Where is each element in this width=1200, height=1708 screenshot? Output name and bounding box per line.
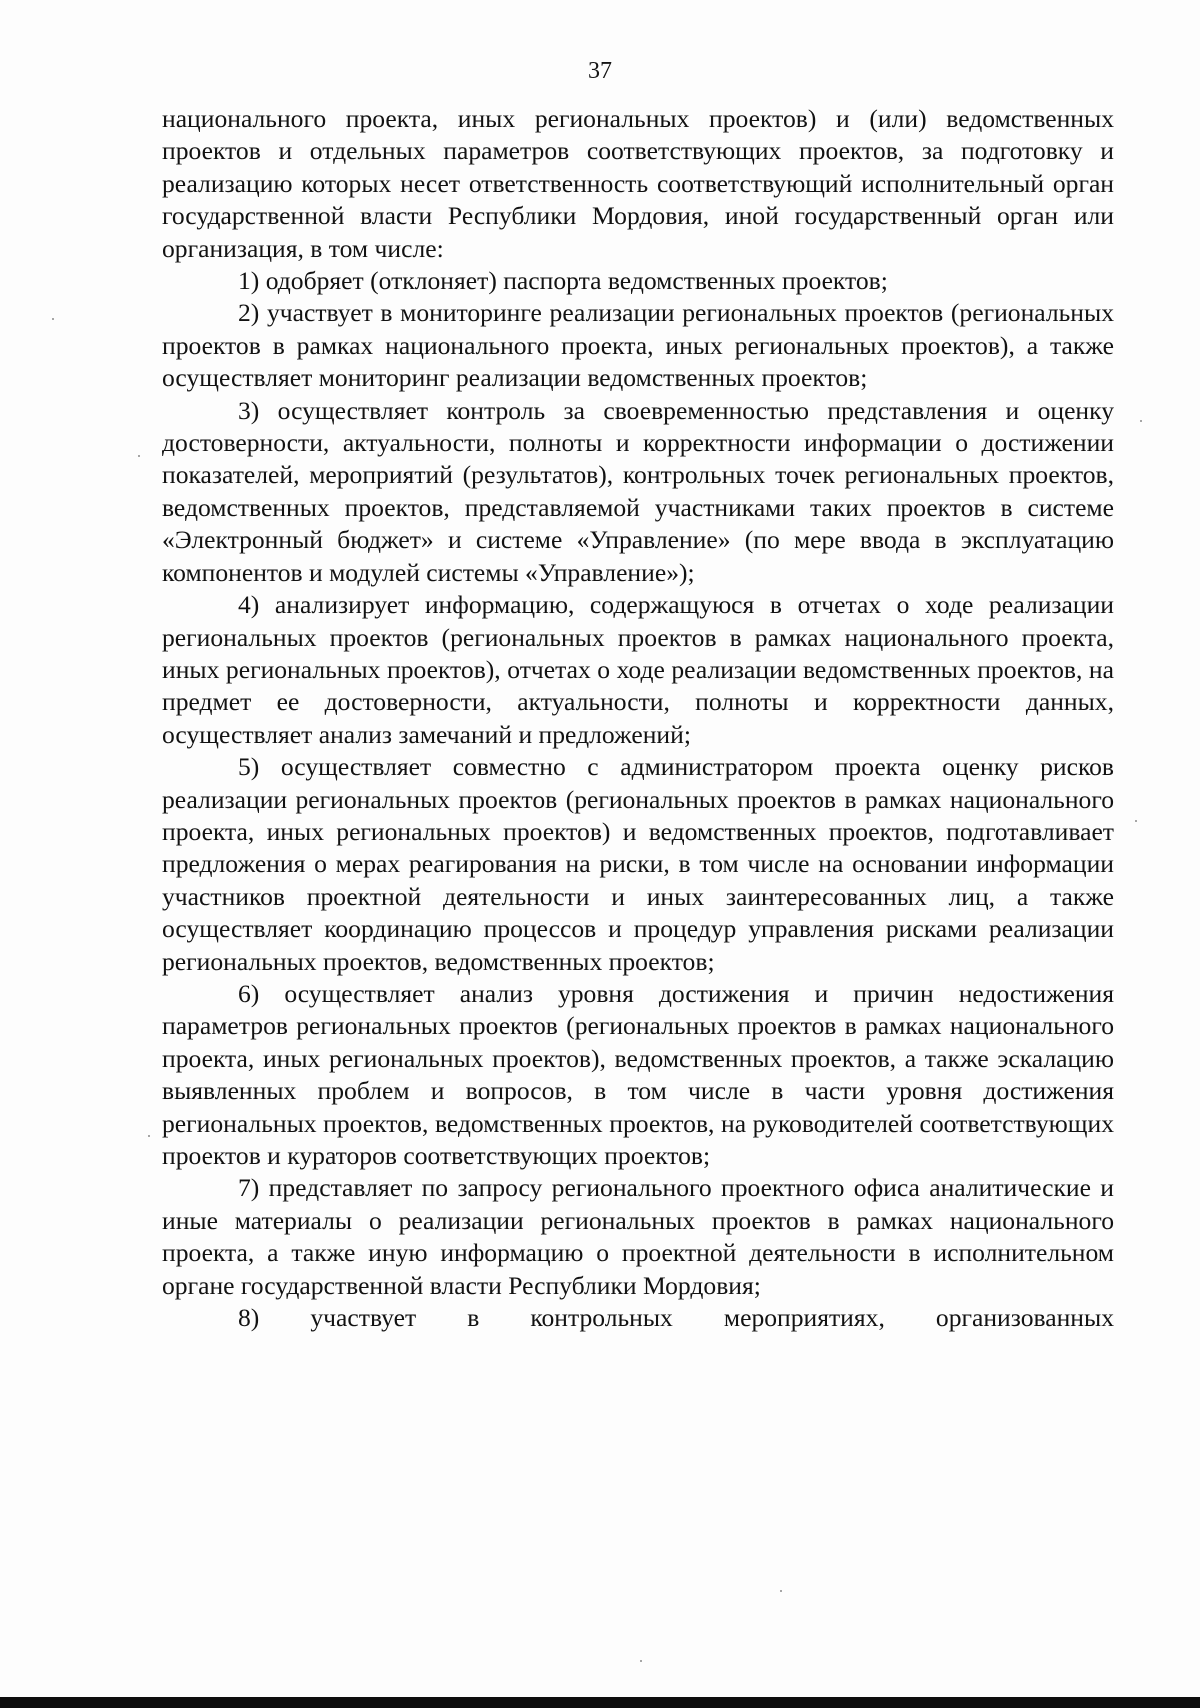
list-item-7: 7) представляет по запросу регионального проектного офиса аналитические и иные материалы о реализации региональных проектов в рамках национального проекта, а также иную информацию о проектной деятельности в исполнительном органе государственной власти Республики Мордовия; [162,1173,1114,1300]
list-item-6: 6) осуществляет анализ уровня достижения и причин недостижения параметров региональных проектов (региональных проектов в рамках национального проекта, иных региональных проектов), ведомственных проектов, а также эскалацию выявленных проблем и вопросов, в том числе в части уровня достижения региональных проектов, ведомственных проектов, на руководителей соответствующих проектов и кураторов соответствующих проектов; [162,978,1114,1170]
list-item-5: 5) осуществляет совместно с администратором проекта оценку рисков реализации региональных проектов (региональных проектов в рамках национального проекта, иных региональных проектов) и ведомственных проектов, подготавливает предложения о мерах реагирования на риски, в том числе на основании информации участников проектной деятельности и иных заинтересованных лиц, а также осуществляет координацию процессов и процедур управления рисками реализации региональных проектов, ведомственных проектов; [162,752,1114,976]
list-item-4: 4) анализирует информацию, содержащуюся в отчетах о ходе реализации региональных проектов (региональных проектов в рамках национального проекта, иных региональных проектов), отчетах о ходе реализации ведомственных проектов, на предмет ее достоверности, актуальности, полноты и корректности данных, осуществляет анализ замечаний и предложений; [162,590,1114,749]
scan-speck [640,1660,642,1662]
scan-speck [1135,820,1137,822]
list-item-1: 1) одобряет (отклоняет) паспорта ведомственных проектов; [238,266,888,296]
scan-speck [780,1590,782,1592]
body-text [162,103,1114,1334]
list-item-3: 3) осуществляет контроль за своевременностью представления и оценку достоверности, актуальности, полноты и корректности информации о достижении показателей, мероприятий (результатов), контрольных точек региональных проектов, ведомственных проектов, представляемой участниками таких проектов в системе «Электронный бюджет» и системе «Управление» (по мере ввода в эксплуатацию компонентов и модулей системы «Управление»); [162,395,1114,587]
scan-speck [138,455,140,457]
page-number: 37 [588,58,612,84]
list-item-8: 8) участвует в контрольных мероприятиях, организованных [238,1303,1114,1333]
list-item-2: 2) участвует в мониторинге реализации региональных проектов (региональных проектов в рамках национального проекта, иных региональных проектов), а также осуществляет мониторинг реализации ведомственных проектов; [162,298,1114,393]
scan-speck [52,318,54,320]
scan-bottom-edge [0,1697,1200,1708]
scan-speck [1140,420,1142,422]
paragraph-continuation: национального проекта, иных региональных проектов) и (или) ведомственных проектов и отдельных параметров соответствующих проектов, за подготовку и реализацию которых несет ответственность соответствующий исполнительный орган государственной власти Республики Мордовия, иной государственный орган или организация, в том числе: [162,104,1114,263]
scan-speck [148,1135,150,1137]
